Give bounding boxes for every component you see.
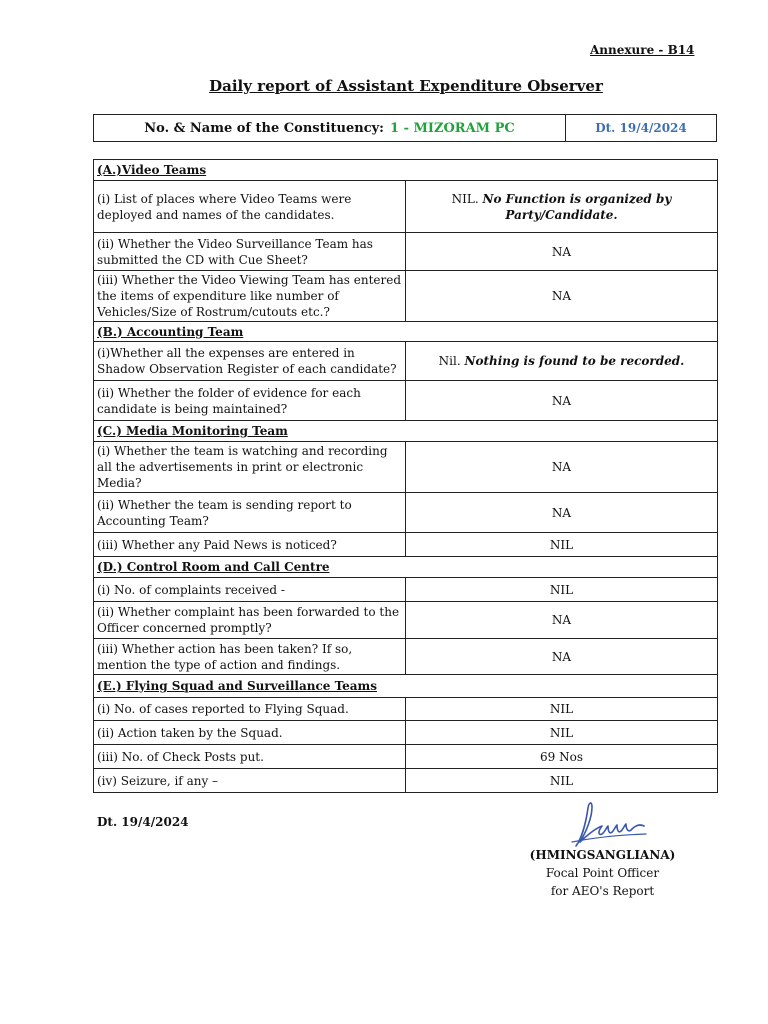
table-row	[94, 233, 718, 271]
signatory-for: for AEO's Report	[550, 884, 655, 898]
footer-date: Dt. 19/4/2024	[97, 815, 189, 829]
section-header-row	[94, 421, 718, 442]
answer-cell: NIL	[406, 698, 718, 721]
answer-cell: NIL	[406, 721, 718, 745]
question-cell: (iii) Whether any Paid News is noticed?	[94, 533, 406, 557]
question-cell: (iii) Whether the Video Viewing Team has entered the items of expenditure like number of Vehicles/Size of Rostrum/cutouts etc.?	[94, 271, 406, 322]
answer-cell: NIL	[406, 769, 718, 793]
report-table	[93, 159, 718, 793]
answer-cell: NA	[406, 602, 718, 639]
answer-cell: NA	[406, 493, 718, 533]
table-row	[94, 533, 718, 557]
answer-prefix: Nil.	[438, 354, 461, 368]
answer-cell: NA	[406, 442, 718, 493]
question-cell: (ii) Whether the team is sending report to Accounting Team?	[94, 493, 406, 533]
question-cell: (iii) No. of Check Posts put.	[94, 745, 406, 769]
question-cell: (iv) Seizure, if any –	[94, 769, 406, 793]
question-cell: (ii) Action taken by the Squad.	[94, 721, 406, 745]
section-header-row	[94, 322, 718, 342]
section-header-row	[94, 675, 718, 698]
question-cell: (i) No. of cases reported to Flying Squad.	[94, 698, 406, 721]
page-title: Daily report of Assistant Expenditure Observer	[209, 77, 603, 95]
question-cell: (ii) Whether the folder of evidence for each candidate is being maintained?	[94, 381, 406, 421]
section-header-row	[94, 557, 718, 578]
question-cell: (i) No. of complaints received -	[94, 578, 406, 602]
section-heading: (B.) Accounting Team	[94, 322, 718, 342]
answer-prefix: NIL.	[451, 191, 479, 206]
table-row	[94, 342, 718, 381]
table-row	[94, 271, 718, 322]
report-date: Dt. 19/4/2024	[595, 121, 687, 135]
table-row	[94, 698, 718, 721]
answer-cell: NIL	[406, 533, 718, 557]
table-row	[94, 602, 718, 639]
answer-cell	[406, 181, 718, 233]
section-heading: (D.) Control Room and Call Centre	[94, 557, 718, 578]
constituency-cell	[94, 115, 566, 141]
section-heading: (C.) Media Monitoring Team	[94, 421, 718, 442]
answer-cell: NA	[406, 639, 718, 675]
section-heading: (E.) Flying Squad and Surveillance Teams	[94, 675, 718, 698]
signature-image	[568, 798, 648, 852]
answer-cell: NA	[406, 271, 718, 322]
question-cell: (i)Whether all the expenses are entered in Shadow Observation Register of each candidate?	[94, 342, 406, 381]
question-cell: (iii) Whether action has been taken? If so, mention the type of action and findings.	[94, 639, 406, 675]
signatory-block	[520, 846, 685, 900]
answer-cell: NA	[406, 381, 718, 421]
table-row	[94, 578, 718, 602]
answer-cell: NIL	[406, 578, 718, 602]
answer-cell: 69 Nos	[406, 745, 718, 769]
answer-cell	[406, 342, 718, 381]
constituency-label: No. & Name of the Constituency:	[144, 120, 384, 136]
answer-emphasis: No Function is organized by Party/Candidate.	[482, 191, 672, 222]
table-row	[94, 442, 718, 493]
question-cell: (i) List of places where Video Teams were deployed and names of the candidates.	[94, 181, 406, 233]
section-header-row	[94, 160, 718, 181]
constituency-value: 1 - MIZORAM PC	[390, 120, 515, 136]
annexure-label: Annexure - B14	[590, 43, 695, 57]
table-row	[94, 721, 718, 745]
question-cell: (ii) Whether the Video Surveillance Team has submitted the CD with Cue Sheet?	[94, 233, 406, 271]
table-row	[94, 745, 718, 769]
table-row	[94, 181, 718, 233]
table-row	[94, 493, 718, 533]
signatory-name: (HMINGSANGLIANA)	[529, 848, 676, 862]
signatory-designation: Focal Point Officer	[545, 866, 660, 880]
question-cell: (i) Whether the team is watching and recording all the advertisements in print or electronic Media?	[94, 442, 406, 493]
section-heading: (A.)Video Teams	[94, 160, 718, 181]
answer-emphasis: Nothing is found to be recorded.	[464, 354, 685, 368]
table-row	[94, 639, 718, 675]
answer-cell: NA	[406, 233, 718, 271]
table-row	[94, 381, 718, 421]
table-row	[94, 769, 718, 793]
question-cell: (ii) Whether complaint has been forwarded to the Officer concerned promptly?	[94, 602, 406, 639]
constituency-header	[93, 114, 717, 142]
